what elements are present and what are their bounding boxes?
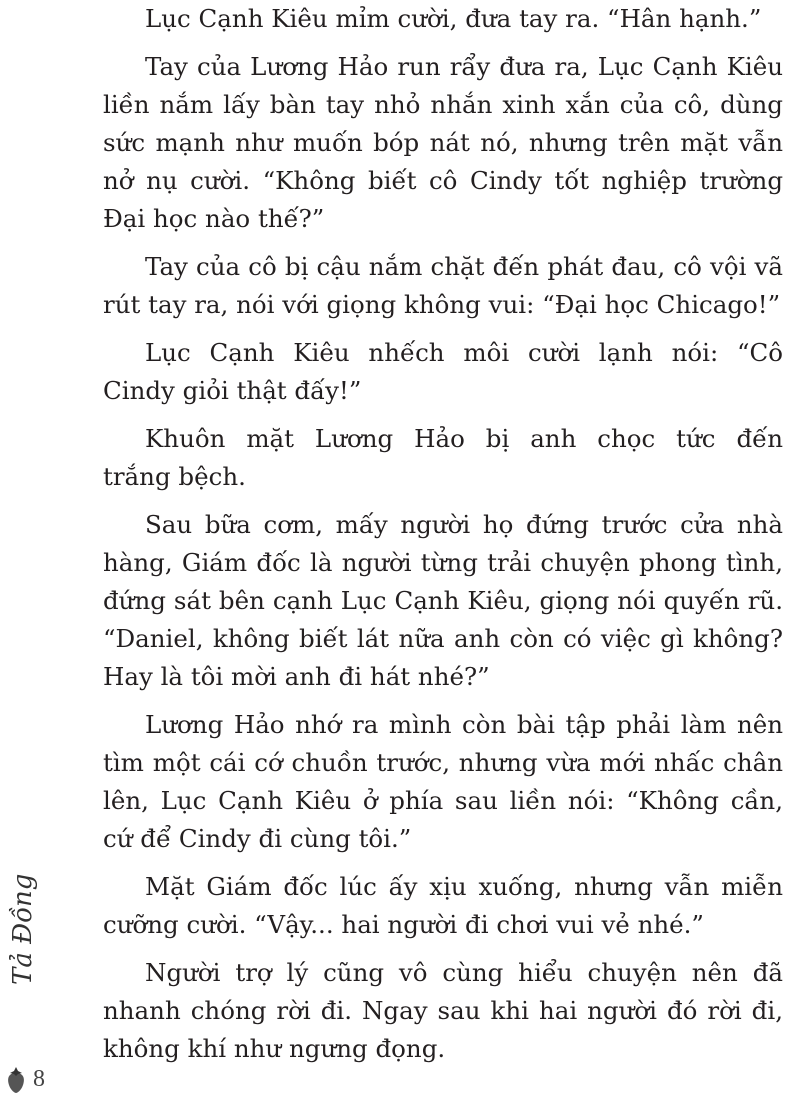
text-line: Lục Cạnh Kiêu mỉm cười, đưa tay ra. “Hân hạnh.”	[145, 4, 762, 33]
text-line: Người trợ lý cũng vô cùng hiểu chuyện nên đã	[145, 958, 783, 987]
body-text	[103, 0, 783, 1078]
text-line: cưỡng cười. “Vậy... hai người đi chơi vui vẻ nhé.”	[103, 910, 704, 939]
text-line: liền nắm lấy bàn tay nhỏ nhắn xinh xắn của cô, dùng	[103, 90, 783, 119]
paragraph	[103, 506, 783, 696]
text-line: Mặt Giám đốc lúc ấy xịu xuống, nhưng vẫn miễn	[145, 872, 783, 901]
paragraph	[103, 0, 783, 38]
text-line: Cindy giỏi thật đấy!”	[103, 376, 362, 405]
page-number: 8	[33, 1066, 45, 1092]
paragraph	[103, 954, 783, 1068]
text-line: rút tay ra, nói với giọng không vui: “Đại học Chicago!”	[103, 290, 781, 319]
paragraph	[103, 334, 783, 410]
text-line: trắng bệch.	[103, 462, 246, 491]
text-line: nhanh chóng rời đi. Ngay sau khi hai người đó rời đi,	[103, 996, 783, 1025]
author-signature: Tả Đồng	[8, 873, 38, 985]
text-line: cứ để Cindy đi cùng tôi.”	[103, 824, 412, 853]
text-line: hàng, Giám đốc là người từng trải chuyện phong tình,	[103, 548, 783, 577]
text-line: Tay của cô bị cậu nắm chặt đến phát đau, cô vội vã	[145, 252, 783, 281]
text-line: nở nụ cười. “Không biết cô Cindy tốt nghiệp trường	[103, 166, 783, 195]
paragraph	[103, 248, 783, 324]
text-line: sức mạnh như muốn bóp nát nó, nhưng trên mặt vẫn	[103, 128, 783, 157]
text-line: Hay là tôi mời anh đi hát nhé?”	[103, 662, 490, 691]
text-line: Lương Hảo nhớ ra mình còn bài tập phải làm nên	[145, 710, 783, 739]
paragraph	[103, 868, 783, 944]
text-line: đứng sát bên cạnh Lục Cạnh Kiêu, giọng nói quyến rũ.	[103, 586, 783, 615]
page-footer	[5, 1066, 45, 1093]
paragraph	[103, 706, 783, 858]
text-line: tìm một cái cớ chuồn trước, nhưng vừa mới nhấc chân	[103, 748, 783, 777]
text-line: Khuôn mặt Lương Hảo bị anh chọc tức đến	[145, 424, 783, 453]
paragraph	[103, 420, 783, 496]
text-line: không khí như ngưng đọng.	[103, 1034, 446, 1063]
text-line: “Daniel, không biết lát nữa anh còn có việc gì không?	[103, 624, 783, 653]
text-line: Đại học nào thế?”	[103, 204, 325, 233]
strawberry-icon	[5, 1067, 27, 1093]
text-line: Tay của Lương Hảo run rẩy đưa ra, Lục Cạnh Kiêu	[145, 52, 783, 81]
text-line: Lục Cạnh Kiêu nhếch môi cười lạnh nói: “Cô	[145, 338, 783, 367]
paragraph	[103, 48, 783, 238]
text-line: Sau bữa cơm, mấy người họ đứng trước cửa nhà	[145, 510, 783, 539]
text-line: lên, Lục Cạnh Kiêu ở phía sau liền nói: “Không cần,	[103, 786, 783, 815]
